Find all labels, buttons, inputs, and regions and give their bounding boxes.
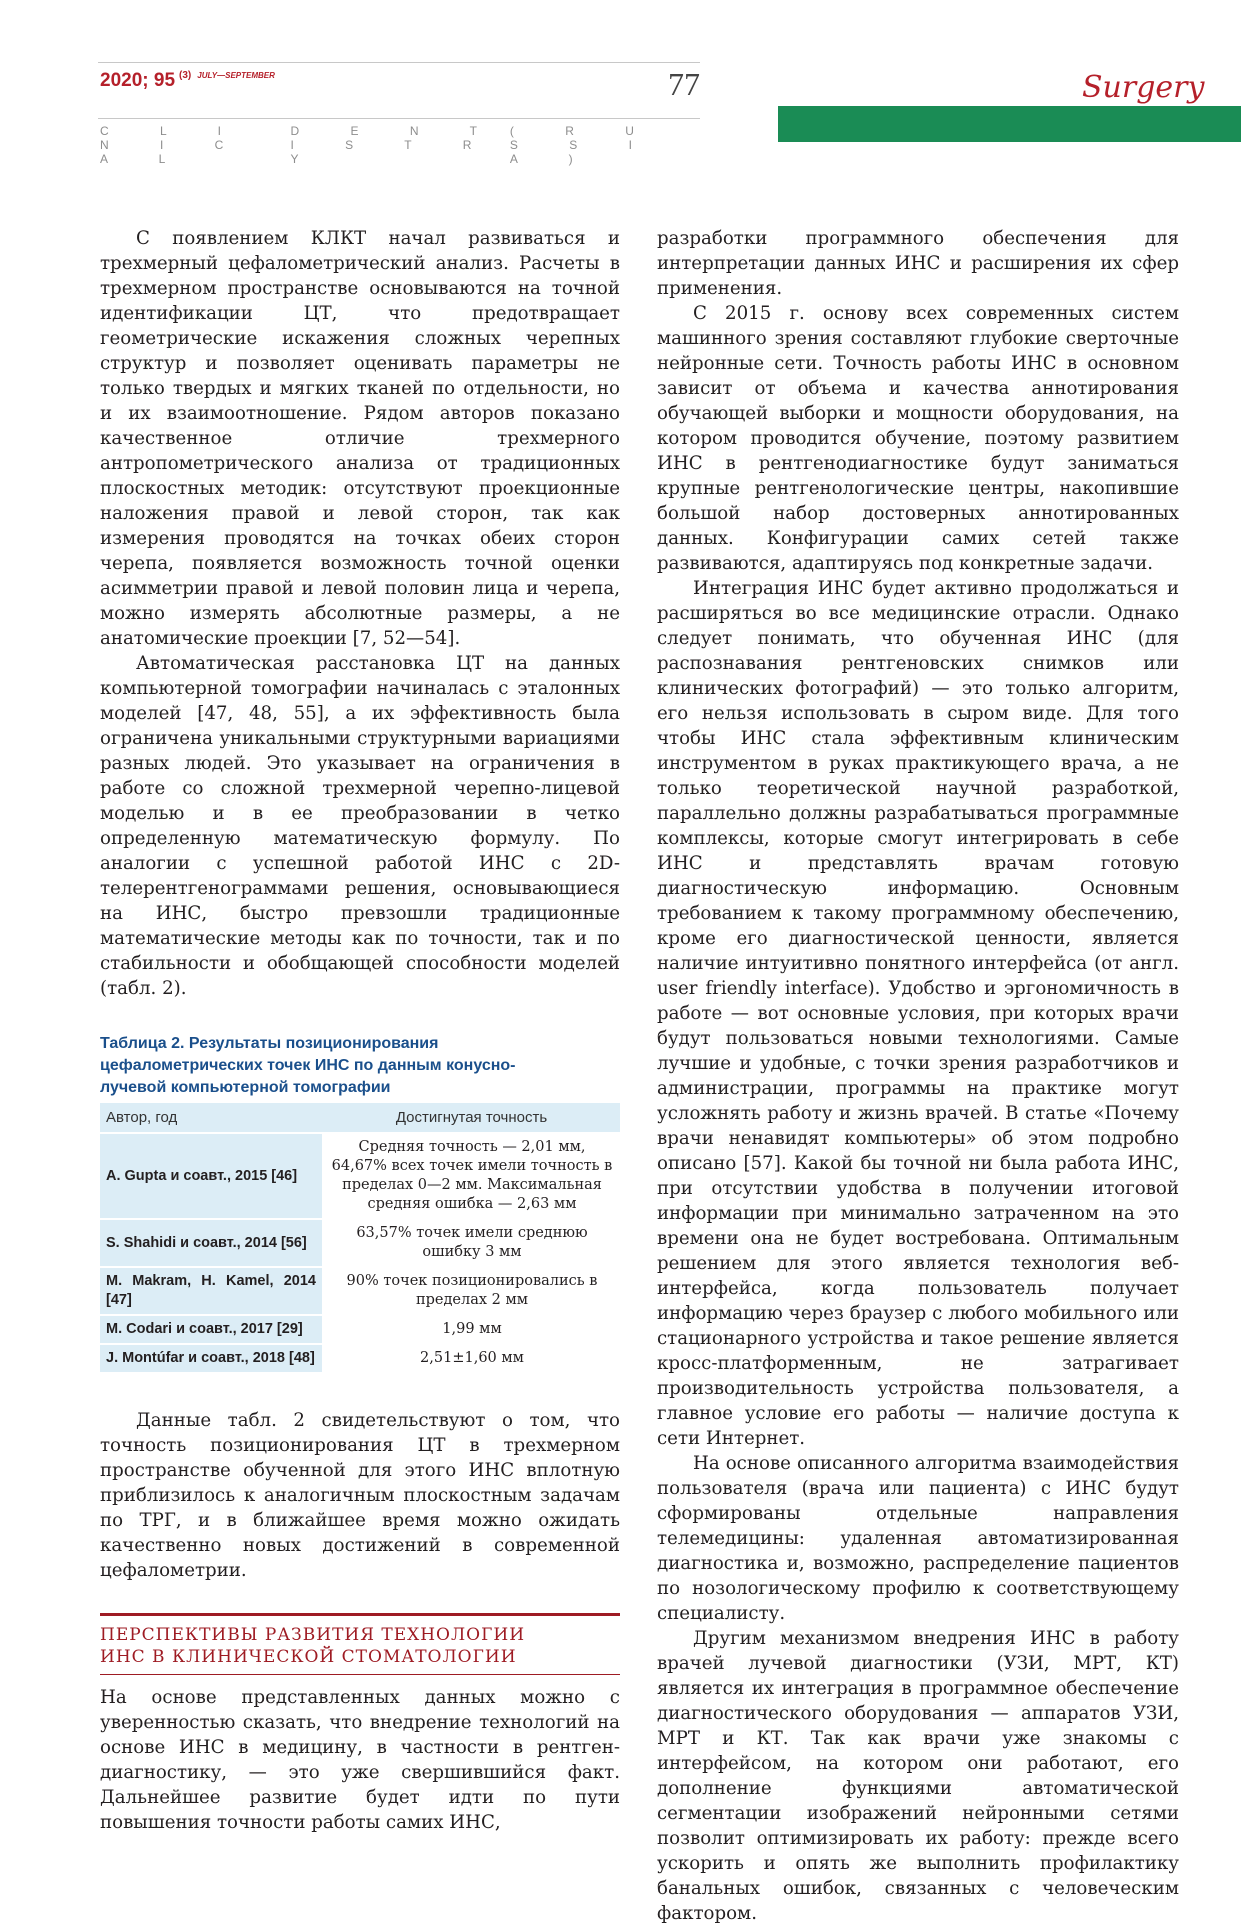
accuracy-cell: 90% точек позиционировались в пределах 2 мм <box>323 1267 620 1315</box>
table-row <box>100 1267 620 1315</box>
journal-issue <box>100 70 275 92</box>
header-accuracy: Достигнутая точность <box>323 1103 620 1133</box>
header-mid-rule <box>98 118 700 119</box>
journal-name <box>100 124 700 166</box>
paragraph: разработки программного обеспечения для интерпретации данных ИНС и расширения их сфер применения. <box>657 228 1179 299</box>
author-cell: M. Makram, H. Kamel, 2014 [47] <box>100 1267 323 1315</box>
accuracy-cell: Средняя точность — 2,01 мм, 64,67% всех точек имели точность в пределах 0—2 мм. Максимальная средняя ошибка — 2,63 мм <box>323 1133 620 1219</box>
paragraph: Данные табл. 2 свидетельствуют о том, что точность позиционирования ЦТ в трехмерном пространстве обученной для этого ИНС вплотную приблизилось к аналогичным плоскостным задачам по ТРГ, и в ближайшее время можно ожидать качественно новых достижений в современной цефалометрии. <box>100 1410 620 1581</box>
section-heading-line-2: ИНС В КЛИНИЧЕСКОЙ СТОМАТОЛОГИИ <box>100 1647 517 1667</box>
paragraph: Другим механизмом внедрения ИНС в работу врачей лучевой диагностики (УЗИ, МРТ, КТ) является их интеграция в программное обеспечение диагностического оборудования — аппаратов УЗИ, МРТ и КТ. Так как врачи уже знакомы с интерфейсом, на котором они работают, его дополнение функциями автоматической сегментации изображений нейронными сетями позволит оптимизировать их работу: прежде всего ускорить и опять же выполнить профилактику банальных ошибок, связанных с человеческим фактором. <box>657 1628 1179 1924</box>
journal-word-1: C L I N I C A L <box>100 124 248 166</box>
section-name: Surgery <box>1082 70 1205 105</box>
paragraph: Автоматическая расстановка ЦТ на данных компьютерной томографии начиналась с эталонных моделей [47, 48, 55], а их эффективность была ограничена уникальными структурными вариациями разных людей. Это указывает на ограничения в работе со сложной трехмерной черепно-лицевой моделью и в ее преобразовании в четко определенную математическую формулу. По аналогии с успешной работой ИНС с 2D-телерентгенограммами решения, основывающиеся на ИНС, быстро превзошли традиционные математические методы как по точности, так и по стабильности и обобщающей способности моделей (табл. 2). <box>100 653 620 999</box>
page-number: 77 <box>668 66 700 102</box>
header-top-rule <box>98 62 700 63</box>
table-caption: Таблица 2. Результаты позиционирования цефалометрических точек ИНС по данным конусно-лучевой компьютерной томографии <box>100 1035 516 1096</box>
table-row <box>100 1315 620 1344</box>
issue-months: JULY—SEPTEMBER <box>197 71 275 80</box>
accuracy-cell: 1,99 мм <box>323 1315 620 1344</box>
accuracy-cell: 63,57% точек имели среднюю ошибку 3 мм <box>323 1219 620 1267</box>
paragraph: На основе представленных данных можно с уверенностью сказать, что внедрение технологий на основе ИНС в медицину, в частности в рентген-диагностику, — это уже свершившийся факт. Дальнейшее развитие будет идти по пути повышения точности работы самих ИНС, <box>100 1687 620 1833</box>
journal-word-2: D E N T I S T R Y <box>290 124 501 166</box>
accuracy-cell: 2,51±1,60 мм <box>323 1344 620 1373</box>
section-heading-rule <box>100 1674 620 1675</box>
section-heading-line-1: ПЕРСПЕКТИВЫ РАЗВИТИЯ ТЕХНОЛОГИИ <box>100 1625 526 1645</box>
table-row <box>100 1344 620 1373</box>
header-author: Автор, год <box>100 1103 323 1133</box>
table-header-row <box>100 1103 620 1133</box>
paragraph: С 2015 г. основу всех современных систем машинного зрения составляют глубокие сверточные нейронные сети. Точность работы ИНС в основном зависит от объема и качества аннотирования обучающей выборки и мощности оборудования, на котором проводится обучение, поэтому развитием ИНС в рентгенодиагностике будут заниматься крупные рентгенологические центры, накопившие большой набор достоверных аннотированных данных. Конфигурации самих сетей также развиваются, адаптируясь под конкретные задачи. <box>657 303 1179 574</box>
author-cell: J. Montúfar и соавт., 2018 [48] <box>100 1344 323 1373</box>
author-cell: S. Shahidi и соавт., 2014 [56] <box>100 1219 323 1267</box>
table-row <box>100 1219 620 1267</box>
journal-word-3: ( R U S S I A ) <box>509 124 658 166</box>
author-cell: M. Codari и соавт., 2017 [29] <box>100 1315 323 1344</box>
year-volume: 2020; 95 <box>100 70 176 91</box>
paragraph: Интеграция ИНС будет активно продолжаться и расширяться во все медицинские отрасли. Однако следует понимать, что обученная ИНС (для распознавания рентгеновских снимков или клинических фотографий) — это только алгоритм, его нельзя использовать в сыром виде. Для того чтобы ИНС стала эффективным клиническим инструментом в руках практикующего врача, а не только теоретической научной разработкой, параллельно должны разрабатываться программные комплексы, которые смогут интегрировать в себе ИНС и представлять врачам готовую диагностическую информацию. Основным требованием к такому программному обеспечению, кроме его диагностической ценности, является наличие интуитивно понятного интерфейса (от англ. user friendly interface). Удобство и эргономичность в работе — вот основные условия, при которых врачи будут пользоваться новыми технологиями. Самые лучшие и удобные, с точки зрения разработчиков и администрации, программы на практике могут усложнять работу и жизнь врачей. В статье «Почему врачи ненавидят компьютеры» об этом подробно описано [57]. Какой бы точной ни была работа ИНС, при отсутствии удобства в получении итоговой информации при минимально затраченном на это времени она не будет востребована. Оптимальным решением для этого является технология веб-интерфейса, когда пользователь получает информацию через браузер с любого мобильного или стационарного устройства и такое решение является кросс-платформенным, не затрагивает производительность устройства пользователя, а главное условие его работы — наличие доступа к сети Интернет. <box>657 578 1179 1449</box>
section-color-bar <box>778 106 1241 142</box>
author-cell: A. Gupta и соавт., 2015 [46] <box>100 1133 323 1219</box>
section-heading <box>100 1613 620 1675</box>
issue-number: (3) <box>179 70 192 81</box>
right-column <box>657 226 1179 1926</box>
left-column <box>100 226 620 1835</box>
results-table <box>100 1103 620 1374</box>
table-row <box>100 1133 620 1219</box>
paragraph: С появлением КЛКТ начал развиваться и трехмерный цефалометрический анализ. Расчеты в трехмерном пространстве основываются на точной идентификации ЦТ, что предотвращает геометрические искажения сложных черепных структур и позволяет оценивать параметры не только твердых и мягких тканей по отдельности, но и их взаимоотношение. Рядом авторов показано качественное отличие трехмерного антропометрического анализа от традиционных плоскостных методик: отсутствуют проекционные наложения правой и левой сторон, так как измерения проводятся на точках обеих сторон черепа, появляется возможность точной оценки асимметрии правой и левой половин лица и черепа, можно измерять абсолютные размеры, а не анатомические проекции [7, 52—54]. <box>100 228 620 649</box>
paragraph: На основе описанного алгоритма взаимодействия пользователя (врача или пациента) с ИНС будут сформированы отдельные направления телемедицины: удаленная автоматизированная диагностика и, возможно, распределение пациентов по нозологическому профилю к соответствующему специалисту. <box>657 1453 1179 1624</box>
